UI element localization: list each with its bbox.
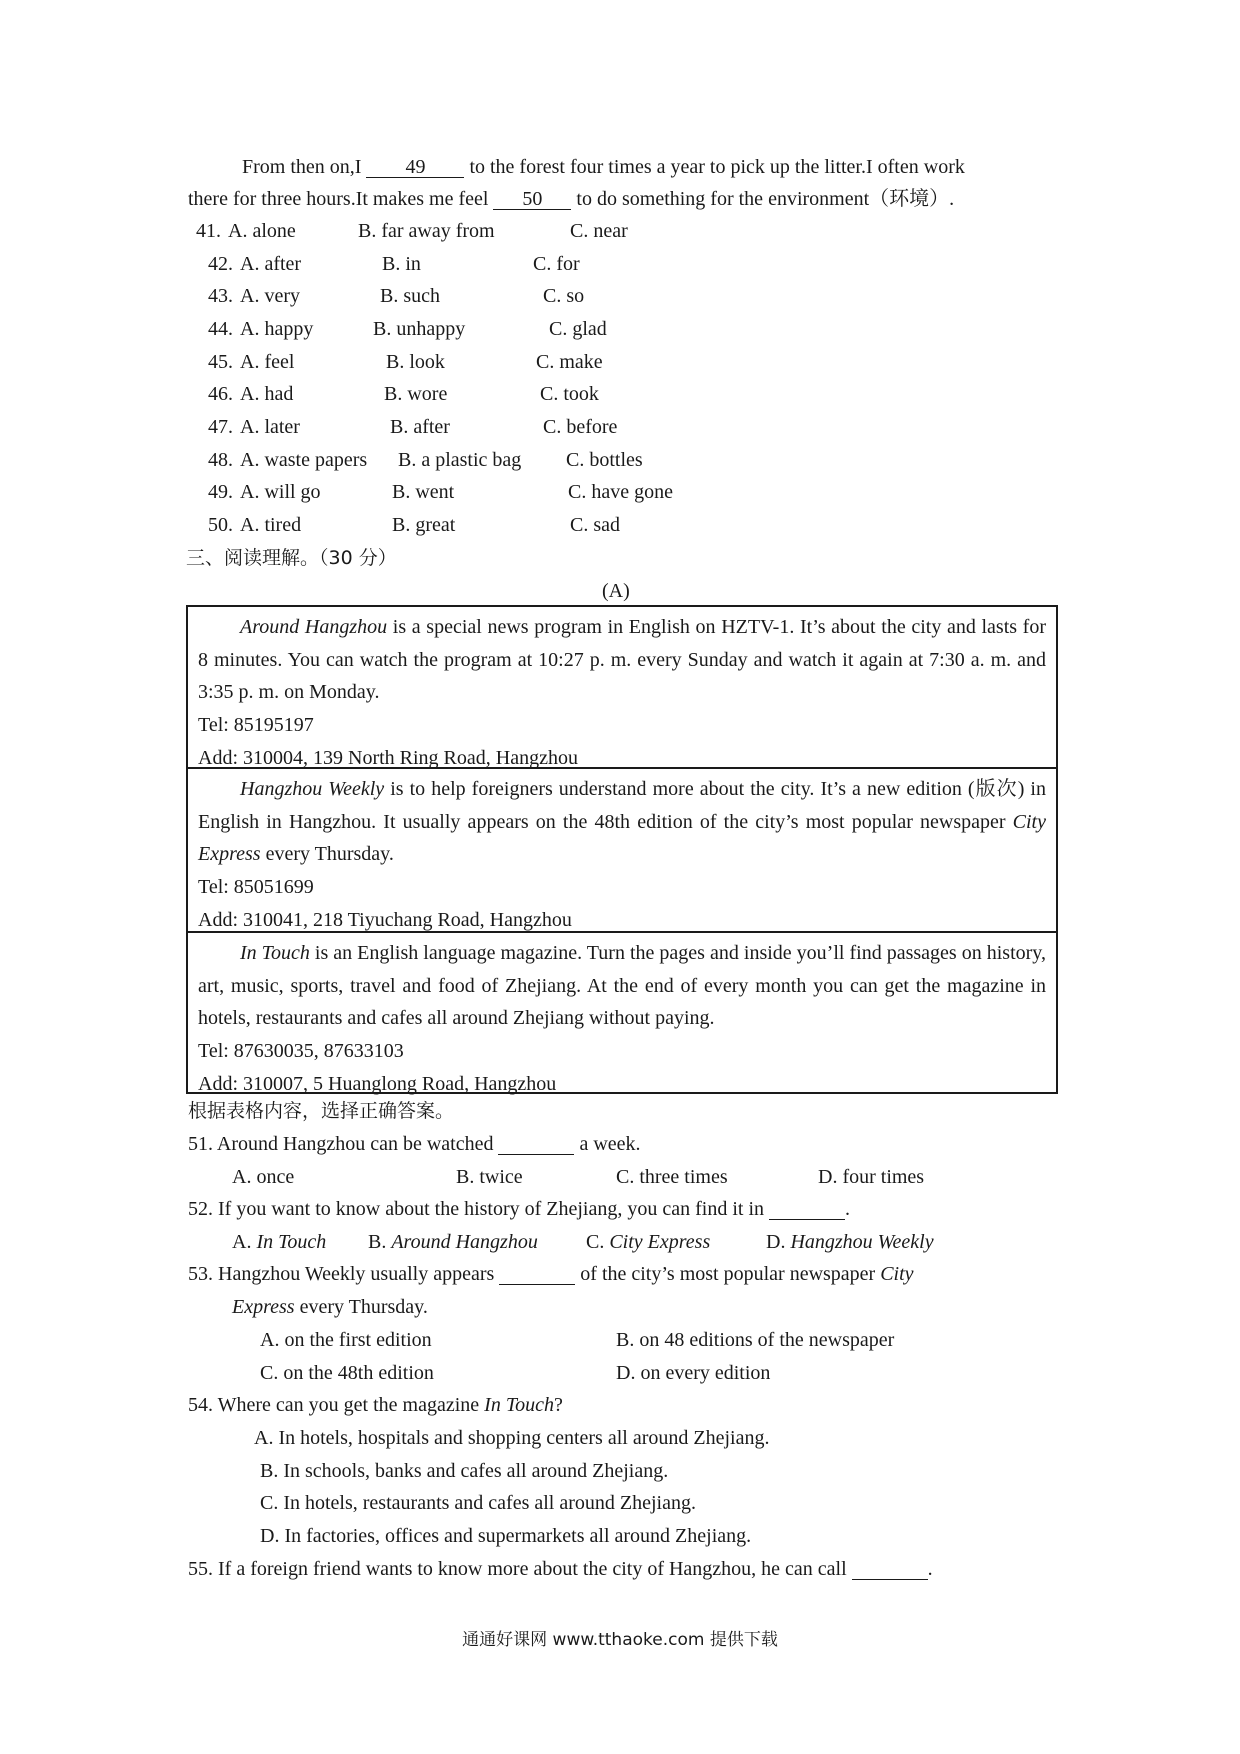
ad-text: every Thursday. — [260, 843, 394, 866]
question-number: 47. — [208, 416, 233, 438]
option-letter: A. — [232, 1231, 252, 1253]
question-number: 43. — [208, 285, 233, 307]
answer-blank — [499, 1264, 575, 1285]
question-55 — [188, 1556, 933, 1582]
question-stem: of the city’s most popular newspaper — [580, 1263, 876, 1285]
option-c: C. for — [533, 253, 580, 275]
ad-box-in-touch — [186, 931, 1058, 1094]
question-number: 50. — [208, 514, 233, 536]
option-text: City Express — [609, 1231, 711, 1253]
newspaper-name: City — [880, 1263, 914, 1285]
option-b: B. wore — [384, 383, 448, 405]
ad-address: Add: 310041, 218 Tiyuchang Road, Hangzhou — [198, 908, 572, 931]
ad-box-around-hangzhou — [186, 605, 1058, 769]
option-letter: B. — [368, 1231, 387, 1253]
option-b: B. on 48 editions of the newspaper — [616, 1329, 895, 1351]
option-c: C. so — [543, 285, 585, 307]
question-51 — [188, 1131, 641, 1157]
option-b: B. went — [392, 481, 455, 503]
ad-address: Add: 310007, 5 Huanglong Road, Hangzhou — [198, 1072, 557, 1095]
passage-line-1 — [242, 154, 965, 180]
instruction: 根据表格内容，选择正确答案。 — [188, 1100, 455, 1122]
option-c: C. three times — [616, 1166, 728, 1188]
option-b — [368, 1229, 538, 1255]
ad-text: is to help foreigners understand more about the city. It’s a new edition (版次) in English in Hangzhou. It usually appears on the 48th edition of the city’s most popular newspaper — [198, 778, 1046, 833]
passage-line-2 — [188, 186, 954, 212]
option-c: C. have gone — [568, 481, 673, 503]
newspaper-name: Express — [232, 1296, 295, 1318]
option-a: A. once — [232, 1166, 295, 1188]
option-c: C. on the 48th edition — [260, 1362, 434, 1384]
question-52 — [188, 1196, 850, 1222]
question-53-cont — [232, 1294, 428, 1320]
program-name: Around Hangzhou — [240, 616, 388, 638]
option-b: B. unhappy — [373, 318, 466, 340]
option-c: C. glad — [549, 318, 607, 340]
option-c: C. sad — [570, 514, 620, 536]
ad-box-hangzhou-weekly — [186, 767, 1058, 933]
question-stem: a week. — [579, 1133, 641, 1155]
question-number: 49. — [208, 481, 233, 503]
option-text: Around Hangzhou — [391, 1231, 538, 1253]
section-title: 三、阅读理解。（30 分） — [186, 547, 397, 569]
option-a: A. feel — [240, 351, 295, 373]
question-number: 41. — [196, 220, 221, 242]
option-c: C. took — [540, 383, 599, 405]
question-stem: 52. If you want to know about the history of Zhejiang, you can find it in — [188, 1198, 765, 1220]
option-b: B. great — [392, 514, 456, 536]
question-53 — [188, 1261, 914, 1287]
ad-tel: Tel: 85195197 — [198, 714, 314, 737]
edition-name: Hangzhou Weekly — [240, 778, 385, 800]
magazine-name: In Touch — [240, 942, 310, 964]
option-a: A. alone — [228, 220, 296, 242]
option-b: B. twice — [456, 1166, 523, 1188]
option-a — [232, 1229, 326, 1255]
part-label: (A) — [602, 580, 630, 602]
option-text: In Touch — [256, 1231, 327, 1253]
option-d: D. In factories, offices and supermarkets all around Zhejiang. — [260, 1525, 752, 1547]
option-a: A. tired — [240, 514, 302, 536]
question-stem: 51. Around Hangzhou can be watched — [188, 1133, 494, 1155]
newspaper-name: City Express — [198, 810, 1046, 866]
option-c: C. bottles — [566, 449, 643, 471]
blank-50: 50 — [493, 189, 571, 210]
option-letter: D. — [766, 1231, 786, 1253]
ad-tel: Tel: 85051699 — [198, 876, 314, 899]
question-stem: . — [845, 1198, 851, 1220]
answer-blank — [769, 1199, 845, 1220]
option-a: A. after — [240, 253, 302, 275]
option-b: B. a plastic bag — [398, 449, 522, 471]
option-a: A. had — [240, 383, 294, 405]
option-c: C. before — [543, 416, 618, 438]
option-c: C. make — [536, 351, 603, 373]
option-b: B. in — [382, 253, 421, 275]
question-number: 42. — [208, 253, 233, 275]
option-b: B. look — [386, 351, 445, 373]
ad-address: Add: 310004, 139 North Ring Road, Hangzhou — [198, 746, 578, 769]
question-number: 44. — [208, 318, 233, 340]
option-a: A. very — [240, 285, 300, 307]
option-c: C. In hotels, restaurants and cafes all around Zhejiang. — [260, 1492, 696, 1514]
option-c — [586, 1229, 710, 1255]
magazine-name: In Touch — [484, 1394, 554, 1416]
ad-tel: Tel: 87630035, 87633103 — [198, 1040, 404, 1063]
option-a: A. later — [240, 416, 300, 438]
answer-blank — [852, 1559, 928, 1580]
question-stem: ? — [554, 1394, 563, 1416]
page-footer: 通通好课网 www.tthaoke.com 提供下载 — [462, 1630, 778, 1650]
blank-49: 49 — [366, 157, 464, 178]
question-stem: 55. If a foreign friend wants to know more about the city of Hangzhou, he can call — [188, 1558, 847, 1580]
option-d: D. on every edition — [616, 1362, 771, 1384]
question-number: 48. — [208, 449, 233, 471]
question-stem: 54. Where can you get the magazine — [188, 1394, 480, 1416]
option-a: A. on the first edition — [260, 1329, 432, 1351]
option-c: C. near — [570, 220, 628, 242]
option-d — [766, 1229, 934, 1255]
option-a: A. will go — [240, 481, 321, 503]
answer-blank — [498, 1134, 574, 1155]
option-a: A. happy — [240, 318, 314, 340]
option-b: B. far away from — [358, 220, 495, 242]
question-stem: 53. Hangzhou Weekly usually appears — [188, 1263, 495, 1285]
question-number: 45. — [208, 351, 233, 373]
ad-text: is a special news program in English on HZTV-1. It’s about the city and lasts for 8 minutes. You can watch the program at 10:27 p. m. every Sunday and watch it again at 7:30 a. m. and 3:35 p. m. on Monday. — [198, 616, 1047, 704]
option-a: A. In hotels, hospitals and shopping centers all around Zhejiang. — [254, 1427, 770, 1449]
option-d: D. four times — [818, 1166, 925, 1188]
passage-text: there for three hours.It makes me feel — [188, 188, 489, 210]
passage-text: to the forest four times a year to pick up the litter.I often work — [469, 156, 965, 178]
passage-text: From then on,I — [242, 156, 362, 178]
option-b: B. In schools, banks and cafes all around Zhejiang. — [260, 1460, 669, 1482]
option-a: A. waste papers — [240, 449, 368, 471]
passage-text: to do something for the environment（环境）. — [576, 188, 955, 210]
option-b: B. such — [380, 285, 440, 307]
question-stem: . — [927, 1558, 933, 1580]
question-54 — [188, 1392, 563, 1418]
option-letter: C. — [586, 1231, 605, 1253]
option-text: Hangzhou Weekly — [790, 1231, 934, 1253]
ad-text: is an English language magazine. Turn the pages and inside you’ll find passages on history, art, music, sports, travel and food of Zhejiang. At the end of every month you can get the magazine in hotels, restaurants and cafes all around Zhejiang without paying. — [198, 942, 1046, 1030]
question-stem: every Thursday. — [299, 1296, 428, 1318]
option-b: B. after — [390, 416, 450, 438]
question-number: 46. — [208, 383, 233, 405]
